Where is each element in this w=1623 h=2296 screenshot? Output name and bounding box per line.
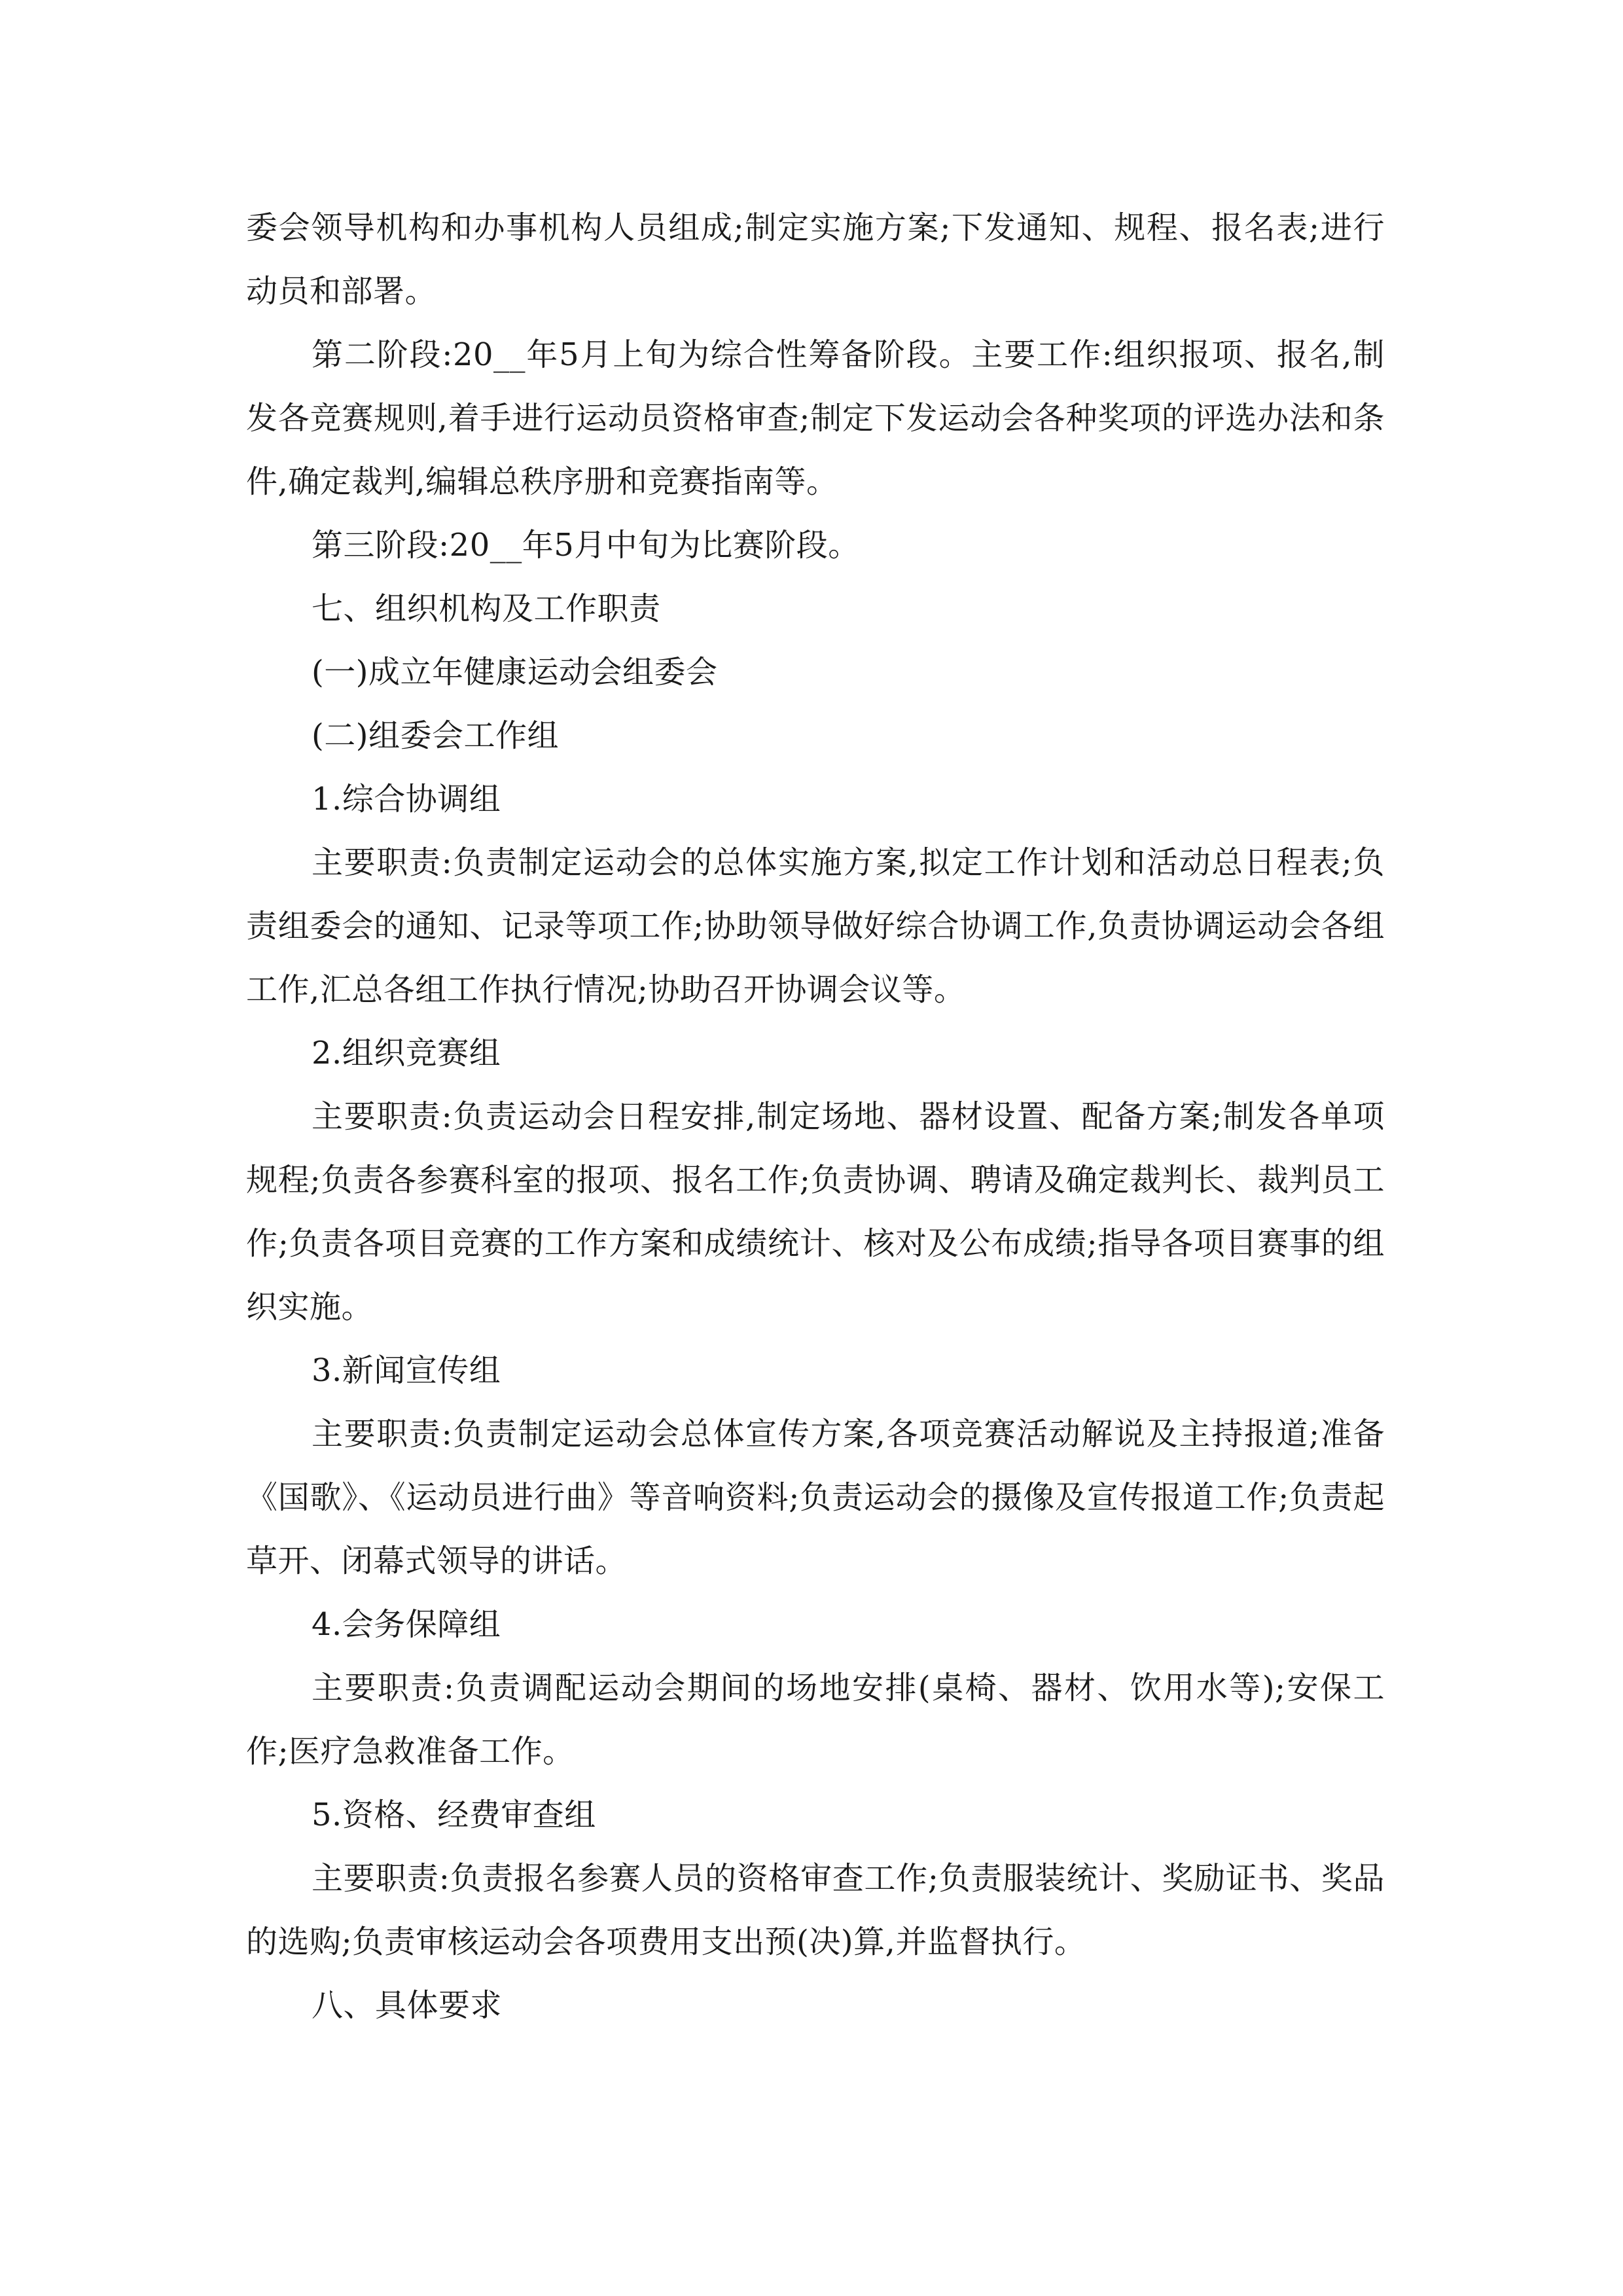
paragraph-phase-three: 第三阶段:20__年5月中旬为比赛阶段。: [312, 527, 860, 564]
group-heading-coordination: 1.综合协调组: [312, 781, 501, 817]
paragraph-continuation: 委会领导机构和办事机构人员组成;制定实施方案;下发通知、规程、报名表;进行动员和部署。: [246, 209, 1385, 310]
group-heading-competition: 2.组织竞赛组: [312, 1035, 501, 1071]
duties-publicity: 主要职责:负责制定运动会总体宣传方案,各项竞赛活动解说及主持报道;准备《国歌》、《运动员进行曲》等音响资料;负责运动会的摄像及宣传报道工作;负责起草开、闭幕式领导的讲话。: [246, 1416, 1385, 1579]
duties-coordination: 主要职责:负责制定运动会的总体实施方案,拟定工作计划和活动总日程表;负责组委会的通知、记录等项工作;协助领导做好综合协调工作,负责协调运动会各组工作,汇总各组工作执行情况;协助召开协调会议等。: [246, 844, 1385, 1008]
duties-competition: 主要职责:负责运动会日程安排,制定场地、器材设置、配备方案;制发各单项规程;负责各参赛科室的报项、报名工作;负责协调、聘请及确定裁判长、裁判员工作;负责各项目竞赛的工作方案和成绩统计、核对及公布成绩;指导各项目赛事的组织实施。: [246, 1098, 1385, 1325]
document-body: [246, 196, 1385, 2037]
subheading-two: (二)组委会工作组: [312, 717, 559, 754]
duties-logistics: 主要职责:负责调配运动会期间的场地安排(桌椅、器材、饮用水等);安保工作;医疗急救准备工作。: [246, 1670, 1385, 1770]
duties-audit: 主要职责:负责报名参赛人员的资格审查工作;负责服装统计、奖励证书、奖品的选购;负责审核运动会各项费用支出预(决)算,并监督执行。: [246, 1860, 1385, 1960]
group-heading-logistics: 4.会务保障组: [312, 1606, 501, 1643]
group-heading-publicity: 3.新闻宣传组: [312, 1352, 501, 1389]
paragraph-phase-two: 第二阶段:20__年5月上旬为综合性筹备阶段。主要工作:组织报项、报名,制发各竞赛规则,着手进行运动员资格审查;制定下发运动会各种奖项的评选办法和条件,确定裁判,编辑总秩序册和竞赛指南等。: [246, 336, 1385, 500]
section-heading-seven: 七、组织机构及工作职责: [312, 590, 661, 627]
group-heading-audit: 5.资格、经费审查组: [312, 1797, 596, 1833]
section-heading-eight: 八、具体要求: [312, 1987, 503, 2024]
subheading-one: (一)成立年健康运动会组委会: [312, 654, 718, 691]
